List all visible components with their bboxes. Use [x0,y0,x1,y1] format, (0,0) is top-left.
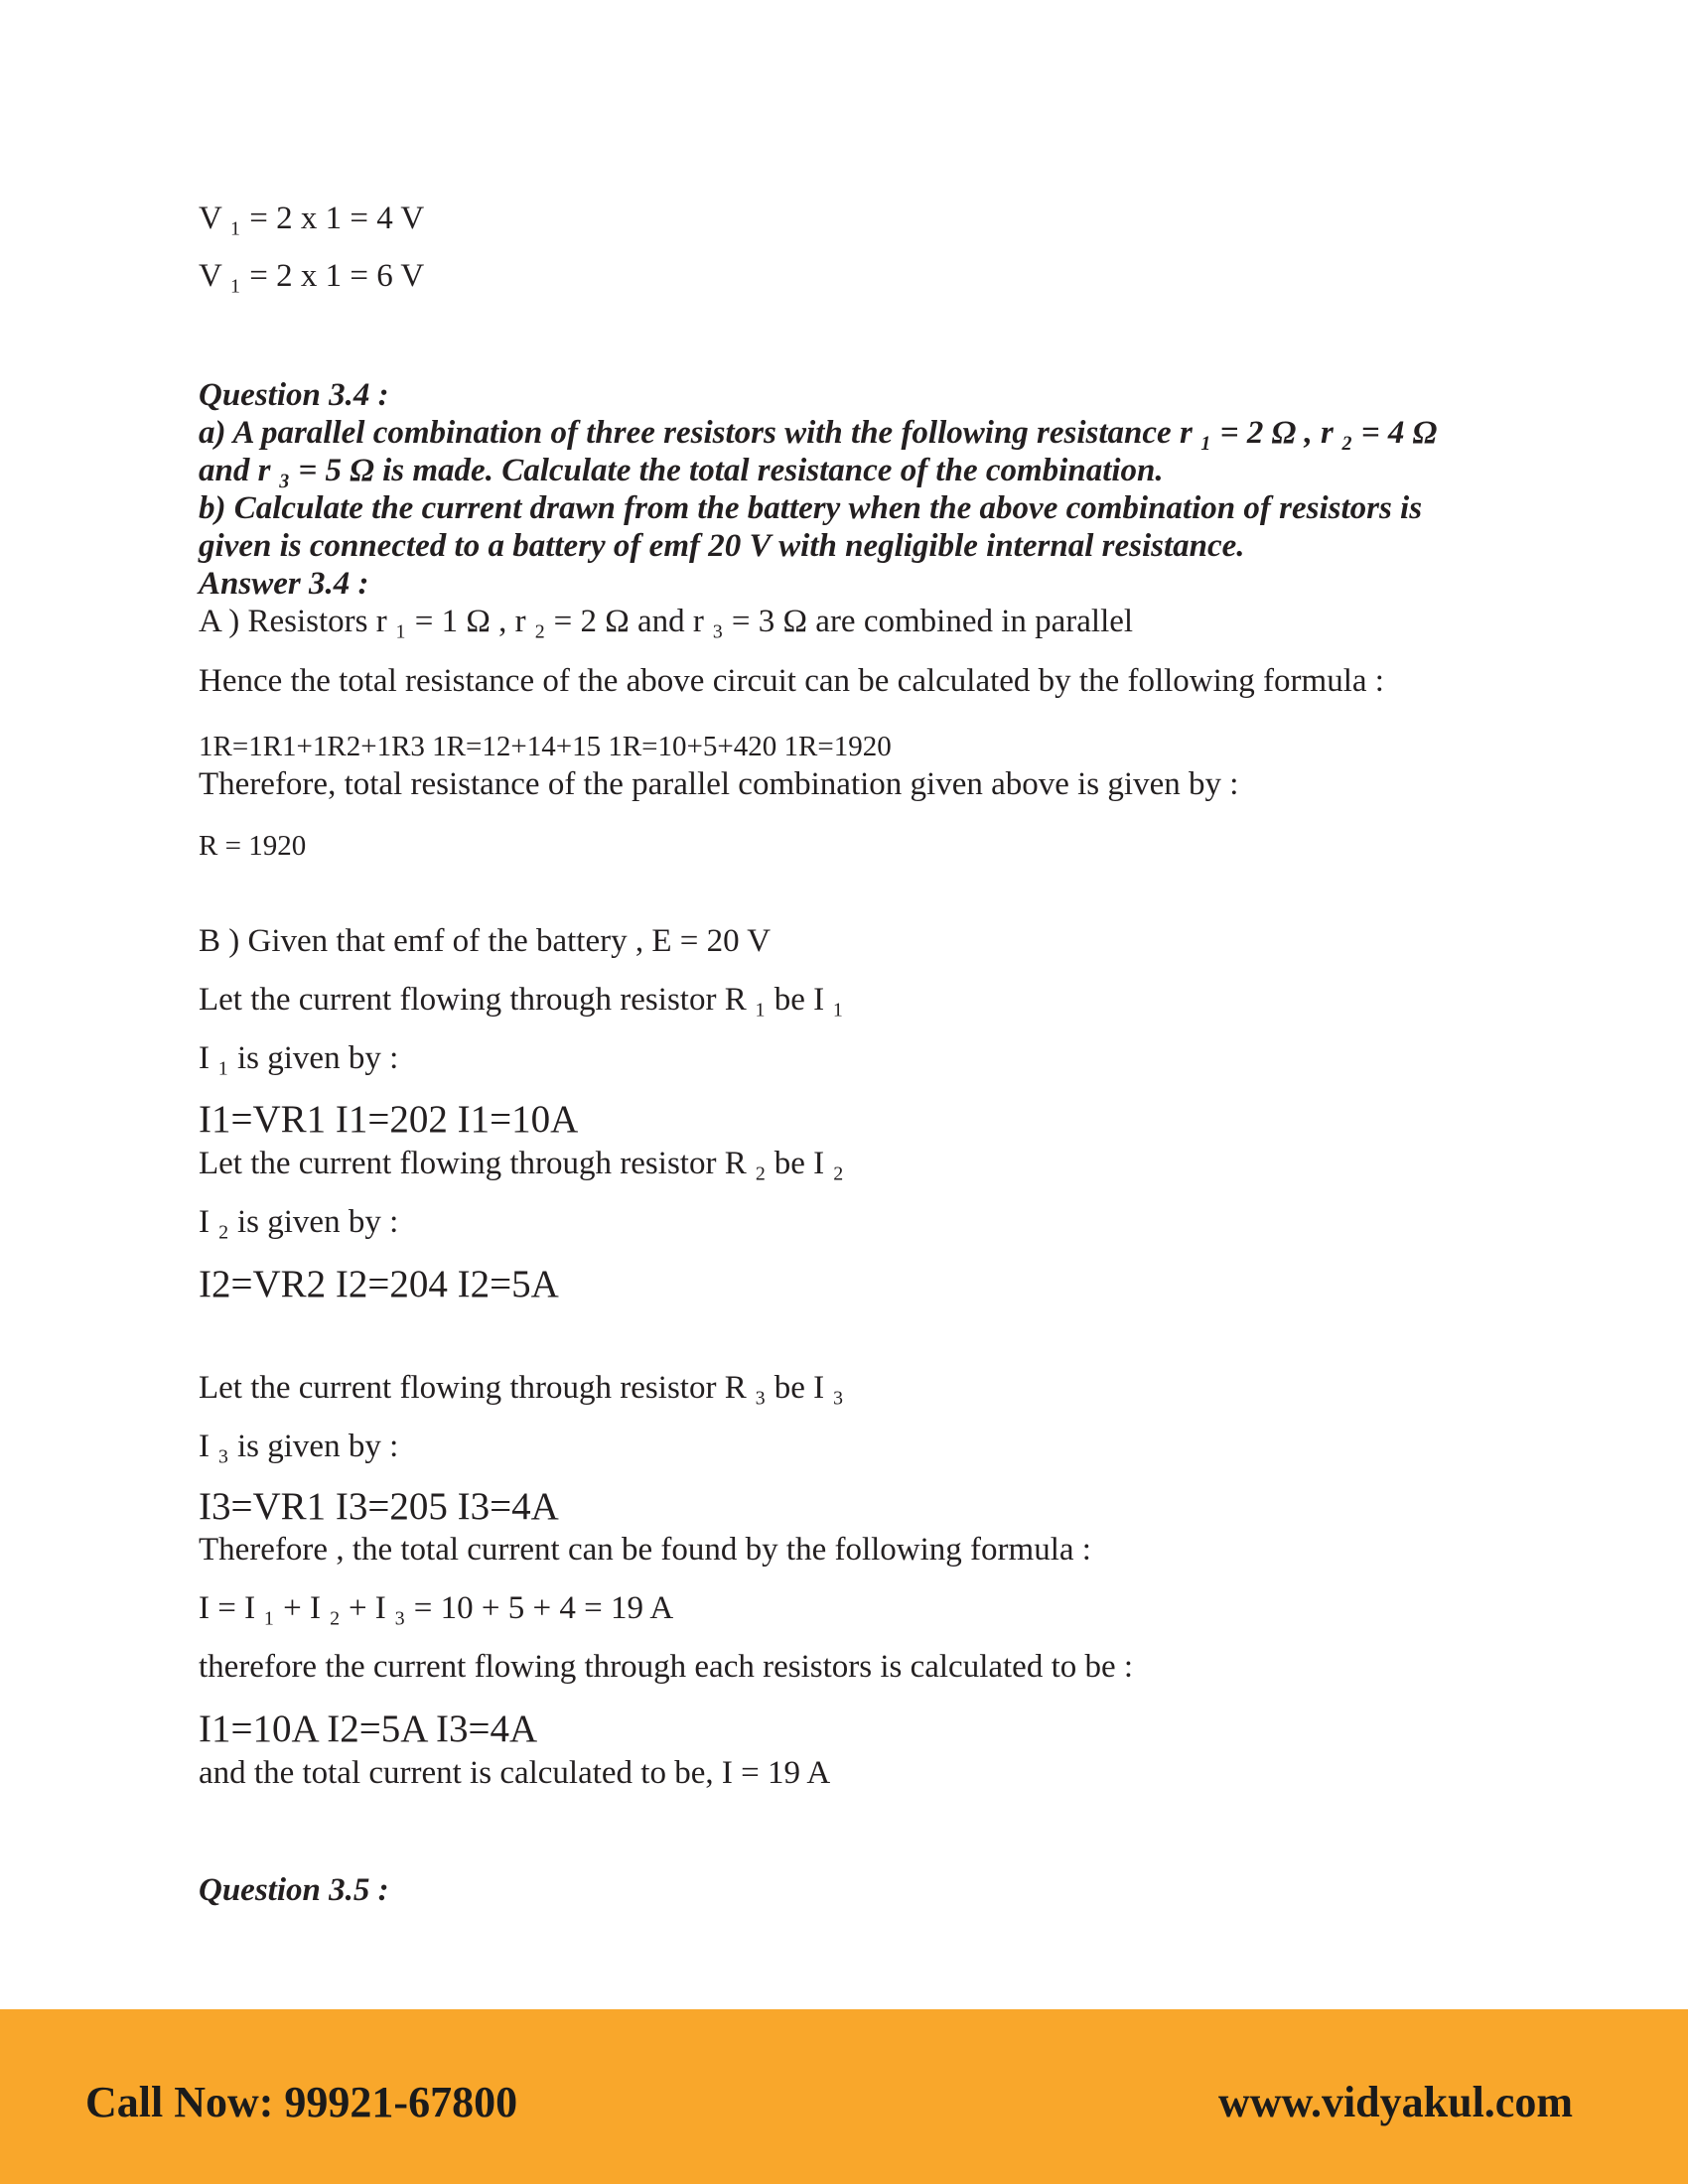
current-i3-formula: I3=VR1 I3=205 I3=4A [199,1485,559,1528]
therefore-total-text: Therefore , the total current can be found by the following formula : [199,1532,1091,1568]
answer-part-b: B ) Given that emf of the battery , E = 20 V [199,923,772,959]
therefore-resistance-text: Therefore, total resistance of the parallel combination given above is given by : [199,766,1239,802]
current-i1-given: I ₁ is given by : [199,1040,399,1076]
question-3-4-title: Question 3.4 : [199,377,389,413]
each-current-values: I1=10A I2=5A I3=4A [199,1707,538,1750]
voltage-line-2: V ₁ = 2 x 1 = 6 V [199,258,425,294]
call-now-phone[interactable]: Call Now: 99921-67800 [85,2078,518,2126]
question-3-4-part-b-line-2: given is connected to a battery of emf 20 V with negligible internal resistance. [199,528,1245,564]
current-i3-given: I ₃ is given by : [199,1429,399,1464]
current-i2-given: I ₂ is given by : [199,1204,399,1240]
footer-banner [0,2009,1688,2184]
voltage-line-1: V ₁ = 2 x 1 = 4 V [199,201,425,236]
question-3-4-part-b-line-1: b) Calculate the current drawn from the battery when the above combination of resistors is [199,490,1423,526]
therefore-each-text: therefore the current flowing through each resistors is calculated to be : [199,1649,1134,1685]
current-i3-intro: Let the current flowing through resistor R ₃ be I ₃ [199,1370,844,1406]
answer-part-a: A ) Resistors r ₁ = 1 Ω , r ₂ = 2 Ω and r ₃ = 3 Ω are combined in parallel [199,604,1134,639]
question-3-4-part-a-line-2: and r ₃ = 5 Ω is made. Calculate the total resistance of the combination. [199,453,1164,488]
resistance-value: R = 1920 [199,830,307,862]
current-i1-intro: Let the current flowing through resistor R ₁ be I ₁ [199,982,844,1018]
answer-3-4-title: Answer 3.4 : [199,566,369,602]
current-i2-formula: I2=VR2 I2=204 I2=5A [199,1263,559,1305]
total-current-equation: I = I ₁ + I ₂ + I ₃ = 10 + 5 + 4 = 19 A [199,1590,674,1626]
hence-text: Hence the total resistance of the above circuit can be calculated by the following formula : [199,663,1384,699]
question-3-4-part-a-line-1: a) A parallel combination of three resistors with the following resistance r ₁ = 2 Ω , r ₂ = 4 Ω [199,415,1438,451]
website-link[interactable]: www.vidyakul.com [1218,2078,1573,2126]
current-i2-intro: Let the current flowing through resistor R ₂ be I ₂ [199,1146,844,1181]
total-current-result: and the total current is calculated to be, I = 19 A [199,1755,831,1791]
current-i1-formula: I1=VR1 I1=202 I1=10A [199,1098,579,1141]
question-3-5-title: Question 3.5 : [199,1872,389,1908]
resistance-formula: 1R=1R1+1R2+1R3 1R=12+14+15 1R=10+5+420 1R=1920 [199,731,892,762]
